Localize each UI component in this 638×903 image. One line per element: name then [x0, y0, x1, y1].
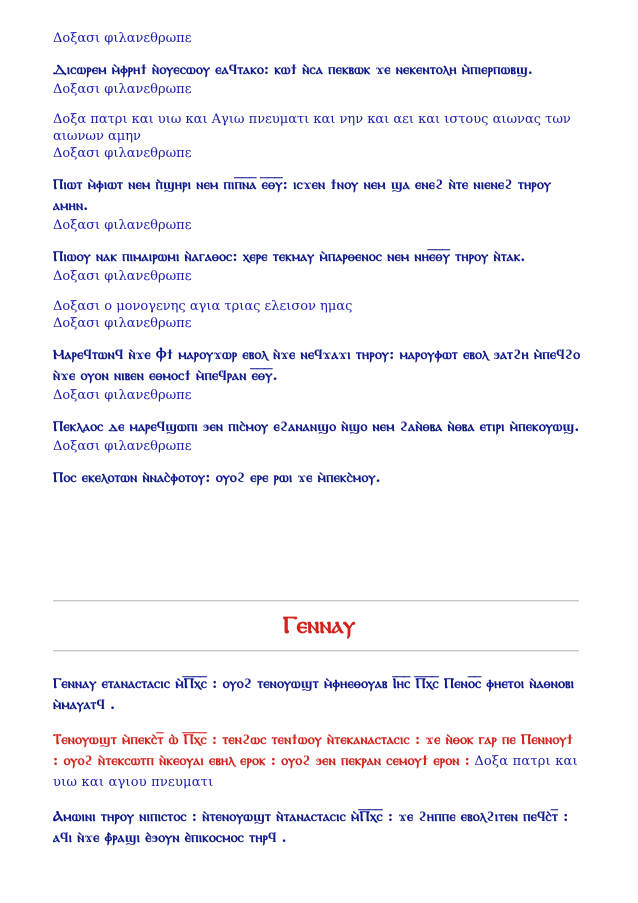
coptic-paragraph: Ⲁⲙⲱⲓⲛⲓ ⲧⲏⲣⲟⲩ ⲛⲓⲡⲓⲥⲧⲟⲥ : ⲛ̀ⲧⲉⲛⲟⲩⲱϣⲧ ⲛ̀ⲧⲁⲛⲁⲥⲧⲁⲥⲓⲥ ⲙ̀Ⲡ̅ⲭ̅ⲥ̅ : ϫⲉ ϩⲏⲡⲡⲉ ⲉⲃⲟⲗϩⲓⲧⲉⲛ ⲡⲉϥⲥ̀ⲧ̅ : ⲁϥⲓ ⲛ̀ϫⲉ ⲫ̀ⲣⲁϣⲓ ⲉ̀ϧⲟⲩⲛ ⲉ̀ⲡⲓⲕⲟⲥⲙⲟⲥ ⲧⲏⲣϥ .	[53, 809, 569, 846]
coptic-verse: Ⲡⲓⲱⲧ ⲙ̀ⲫⲓⲱⲧ ⲛⲉⲙ ⲡ̀ϣⲏⲣⲓ ⲛⲉⲙ ⲡⲓⲡ̅ⲛ̅ⲁ̅ ⲉ̅ⲑ̅ⲩ̅: ⲓⲥϫⲉⲛ ϯⲛⲟⲩ ⲛⲉⲙ ϣⲁ ⲉⲛⲉϩ ⲛ̀ⲧⲉ ⲛⲓⲉⲛⲉϩ ⲧⲏⲣⲟⲩ ⲁⲙⲏⲛ.	[53, 177, 552, 214]
refrain-line: Δοξασι φιλανεθρωπε	[53, 31, 192, 46]
greek-doxology: Δοξασι ο μονογενης αγια τριας ελεισον ημας	[53, 299, 353, 314]
coptic-verse: Ⲡⲉⲕⲗⲁⲟⲥ ⲇⲉ ⲙⲁⲣⲉϥϣⲱⲡⲓ ϧⲉⲛ ⲡⲓⲥ̀ⲙⲟⲩ ⲉϩⲁⲛⲁⲛϣⲟ ⲛ̀ϣⲟ ⲛⲉⲙ ϩⲁⲛ̀ⲑⲃⲁ ⲛ̀ⲑⲃⲁ ⲉⲧⲓⲣⲓ ⲙ̀ⲡⲉⲕⲟⲩⲱϣ.	[53, 419, 580, 435]
refrain-line: Δοξασι φιλανεθρωπε	[53, 218, 192, 233]
refrain-line: Δοξασι φιλανεθρωπε	[53, 388, 192, 403]
section-divider-bottom	[53, 650, 579, 652]
coptic-paragraph: Ⲅⲉⲛⲛⲁⲩ ⲉⲧⲁⲛⲁⲥⲧⲁⲥⲓⲥ ⲙ̀Ⲡ̅ⲭ̅ⲥ̅ : ⲟⲩⲟϩ ⲧⲉⲛⲟⲩⲱϣⲧ ⲙ̀ⲫⲏⲉⲑⲟⲩⲁⲃ Ⲓ̅ⲏ̅ⲥ̅ Ⲡ̅ⲭ̅ⲥ̅ Ⲡⲉⲛⲟ̅ⲥ̅ ⲫⲏⲉⲧⲟⲓ ⲛ̀ⲁⲑⲛⲟⲃⲓ ⲙ̀ⲙⲁⲩⲁⲧϥ .	[53, 676, 575, 713]
coptic-paragraph-red	[53, 730, 583, 793]
refrain-line: Δοξασι φιλανεθρωπε	[53, 316, 192, 331]
coptic-verse: Ⲇⲓⲥⲱⲣⲉⲙ ⲙ̀ⲫⲣⲏϯ ⲛ̀ⲟⲩⲉⲥⲱⲟⲩ ⲉⲁϥⲧⲁⲕⲟ: ⲕⲱϯ ⲛ̀ⲥⲁ ⲡⲉⲕⲃⲱⲕ ϫⲉ ⲛⲉⲕⲉⲛⲧⲟⲗⲏ ⲙ̀ⲡⲓⲉⲣⲡⲱⲃϣ.	[53, 62, 533, 78]
refrain-line: Δοξασι φιλανεθρωπε	[53, 146, 192, 161]
refrain-line: Δοξασι φιλανεθρωπε	[53, 82, 192, 97]
refrain-line: Δοξασι φιλανεθρωπε	[53, 269, 192, 284]
section-text-block	[53, 674, 583, 849]
coptic-red-text: Ⲧⲉⲛⲟⲩⲱϣⲧ ⲙ̀ⲡⲉⲕⲥ̀ⲧ̅ ⲱ̀ Ⲡ̅ⲭ̅ⲥ̅ : ⲧⲉⲛϩⲱⲥ ⲧⲉⲛϯⲱⲟⲩ ⲛ̀ⲧⲉⲕⲁⲛⲁⲥⲧⲁⲥⲓⲥ : ϫⲉ ⲛ̀ⲑⲟⲕ ⲅⲁⲣ ⲡⲉ Ⲡⲉⲛⲛⲟⲩϯ : ⲟⲩⲟϩ ⲛ̀ⲧⲉⲕⲥⲱⲧⲡ ⲛ̀ⲕⲉⲟⲩⲁⲓ ⲉⲃⲏⲗ ⲉⲣⲟⲕ : ⲟⲩⲟϩ ϧⲉⲛ ⲡⲉⲕⲣⲁⲛ ⲥⲉⲙⲟⲩϯ ⲉⲣⲟⲛ :	[53, 732, 574, 769]
greek-doxology: Δοξα πατρι και υιω και Αγιω πνευματι και νην και αει και ιστους αιωνας των αιωνων αμην	[53, 112, 571, 144]
refrain-line: Δοξασι φιλανεθρωπε	[53, 439, 192, 454]
coptic-verse: Ⲙⲁⲣⲉϥⲧⲱⲛϥ ⲛ̀ϫⲉ Ⲫϯ ⲙⲁⲣⲟⲩϫⲱⲣ ⲉⲃⲟⲗ ⲛ̀ϫⲉ ⲛⲉϥϫⲁϫⲓ ⲧⲏⲣⲟⲩ: ⲙⲁⲣⲟⲩⲫⲱⲧ ⲉⲃⲟⲗ ϧⲁⲧϩⲏ ⲙ̀ⲡⲉϥϩⲟ ⲛ̀ϫⲉ ⲟⲩⲟⲛ ⲛⲓⲃⲉⲛ ⲉⲑⲙⲟⲥϯ ⲙ̀ⲡⲉϥⲣⲁⲛ ⲉ̅ⲑ̅ⲩ̅.	[53, 347, 581, 384]
main-text-block	[53, 30, 583, 489]
greek-inline-text: Δοξα πατρι και υιω και αγιου πνευματι	[53, 754, 578, 790]
section-divider-top	[53, 600, 579, 602]
coptic-verse: Ⲡⲟⲥ ⲉⲕⲉⲗⲟⲧⲱⲛ ⲛ̀ⲛⲁⲥ̀ⲫⲟⲧⲟⲩ: ⲟⲩⲟϩ ⲉⲣⲉ ⲣⲱⲓ ϫⲉ ⲙ̀ⲡⲉⲕⲥ̀ⲙⲟⲩ.	[53, 470, 381, 486]
coptic-verse: Ⲡⲓⲱⲟⲩ ⲛⲁⲕ ⲡⲓⲙⲁⲓⲣⲱⲙⲓ ⲛ̀ⲁⲅⲁⲑⲟⲥ: ⲭⲉⲣⲉ ⲧⲉⲕⲙⲁⲩ ⲙ̀ⲡⲁⲣⲑⲉⲛⲟⲥ ⲛⲉⲙ ⲛⲏⲉ̅ⲑ̅ⲩ̅ ⲧⲏⲣⲟⲩ ⲛ̀ⲧⲁⲕ.	[53, 249, 526, 265]
section-heading: Ⲅⲉⲛⲛⲁⲩ	[282, 610, 356, 639]
